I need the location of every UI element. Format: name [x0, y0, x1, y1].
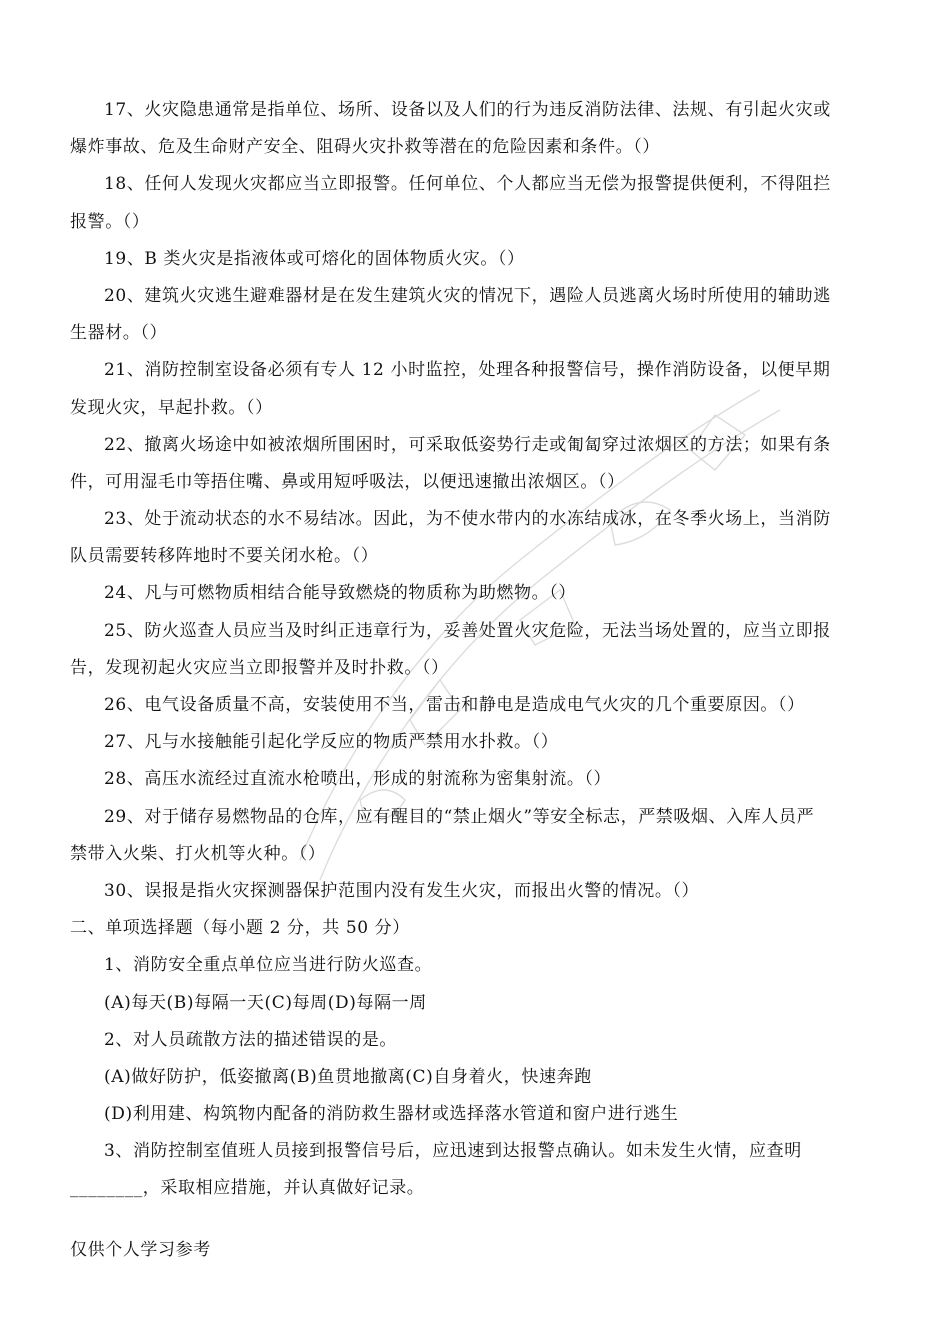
text-line: 发现火灾，早起扑救。（）	[70, 397, 273, 418]
text-line: 18、任何人发现火灾都应当立即报警。任何单位、个人都应当无偿为报警提供便利，不得阻拦	[104, 174, 831, 195]
text-line: (A)做好防护，低姿撤离(B)鱼贯地撤离(C)自身着火，快速奔跑	[104, 1066, 592, 1087]
text-line: ________，采取相应措施，并认真做好记录。	[70, 1178, 425, 1199]
text-line: 件，可用湿毛巾等捂住嘴、鼻或用短呼吸法，以便迅速撤出浓烟区。（）	[70, 471, 625, 492]
text-line: 21、消防控制室设备必须有专人 12 小时监控，处理各种报警信号，操作消防设备，以便早期	[104, 360, 831, 381]
text-line: 17、火灾隐患通常是指单位、场所、设备以及人们的行为违反消防法律、法规、有引起火灾或	[104, 100, 831, 120]
text-line: 2、对人员疏散方法的描述错误的是。	[104, 1029, 398, 1050]
text-line: 26、电气设备质量不高，安装使用不当，雷击和静电是造成电气火灾的几个重要原因。（）	[104, 695, 805, 715]
text-line: 25、防火巡查人员应当及时纠正违章行为，妥善处置火灾危险，无法当场处置的，应当立即报	[104, 620, 831, 641]
text-line: 22、撤离火场途中如被浓烟所围困时，可采取低姿势行走或匍匐穿过浓烟区的方法；如果有条	[104, 434, 831, 455]
text-line: 二、单项选择题（每小题 2 分，共 50 分）	[70, 918, 410, 939]
text-line: 24、凡与可燃物质相结合能导致燃烧的物质称为助燃物。（）	[104, 583, 576, 604]
text-line: (A)每天(B)每隔一天(C)每周(D)每隔一周	[104, 992, 427, 1013]
text-line: 27、凡与水接触能引起化学反应的物质严禁用水扑救。（）	[104, 732, 559, 753]
text-line: 1、消防安全重点单位应当进行防火巡查。	[104, 955, 433, 976]
text-line: 生器材。（）	[70, 323, 168, 344]
document-body	[70, 92, 882, 1208]
text-line: 19、B 类火灾是指液体或可熔化的固体物质火灾。（）	[104, 248, 525, 269]
text-line: 20、建筑火灾逃生避难器材是在发生建筑火灾的情况下，遇险人员逃离火场时所使用的辅助逃	[104, 285, 831, 306]
text-line: 23、处于流动状态的水不易结冰。因此，为不使水带内的水冻结成冰，在冬季火场上，当消防	[104, 509, 831, 530]
text-line: 告，发现初起火灾应当立即报警并及时扑救。（）	[70, 657, 449, 678]
text-line: 禁带入火柴、打火机等火种。（）	[70, 843, 326, 864]
text-line: 报警。（）	[70, 211, 150, 232]
text-line: 队员需要转移阵地时不要关闭水枪。（）	[70, 546, 379, 567]
text-line: 3、消防控制室值班人员接到报警信号后，应迅速到达报警点确认。如未发生火情，应查明	[104, 1141, 802, 1162]
text-line: 30、误报是指火灾探测器保护范围内没有发生火灾，而报出火警的情况。（）	[104, 880, 700, 901]
text-line: 28、高压水流经过直流水枪喷出，形成的射流称为密集射流。（）	[104, 769, 612, 790]
text-line: 29、对于储存易燃物品的仓库，应有醒目的“禁止烟火”等安全标志，严禁吸烟、入库人员严	[104, 806, 815, 827]
text-line: (D)利用建、构筑物内配备的消防救生器材或选择落水管道和窗户进行逃生	[104, 1104, 679, 1125]
text-line: 爆炸事故、危及生命财产安全、阻碍火灾扑救等潜在的危险因素和条件。（）	[70, 137, 660, 158]
footer-note: 仅供个人学习参考	[70, 1240, 211, 1260]
